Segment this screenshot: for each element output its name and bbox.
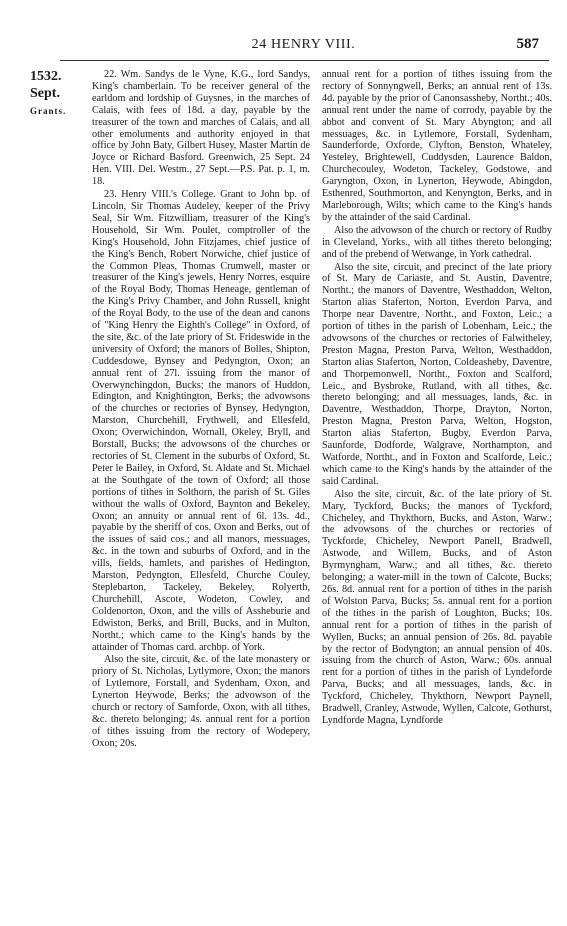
paragraph-rudby: Also the advowson of the church or rectory of Rudby in Cleveland, Yorks., with all tithes thereto belonging; and of the prebend of Wetwange, in York cathedral.	[322, 224, 552, 260]
paragraph-daventre: Also the site, circuit, and precinct of the late priory of St. Mary de Cariaste, and St. Austin, Daventre, Northt.; the manors of Daventre, Westhaddon, Welton, Starton alias Staferton, Norton, Everdon Parva, and Thorpe near Daventre, Northt., and Foxton, Leic.; a portion of tithes in the parish of Lobenham, Leic.; the advowsons of the churches or rectories of Falwitheley, Preston Magna, Preston Parva, Welton, Westhaddon, Starton alias Staferton, Norton, Coldeasheby, Daventre, and Thorpemonwell, Northt., Foxton and Scalford, Leic., and Bysbroke, Rutland, with all tithes, &c. thereto belonging; and all messuages, lands, &c. in Daventre, Westhaddon, Thorpe, Drayton, Norton, Preston Magna, Preston Parva, Welton, Hogston, Starton alias Staferton, Bugby, Everdon Parva, Saunforde, Dodforde, Walgrave, Northampton, and Watforde, Northt., and in Foxton and Scalforde, Leic.; which came to the King's hands by the attainder of the said Cardinal.	[322, 261, 552, 487]
margin-notes	[30, 68, 90, 116]
paragraph-tyckford: Also the site, circuit, &c. of the late priory of St. Mary, Tyckford, Bucks; the manors of Tyckford, Chicheley, and Thykthorn, Bucks, and Aston, Warw.; the advowsons of the churches or rectories of Tyckforde, Chicheley, Newport Panell, Bradwell, Astwode, and Willem, Bucks, and of Aston Byrmyngham, Warw.; and all tithes, &c. thereto belonging; a water-mill in the town of Calcote, Bucks; 26s. 8d. annual rent for a portion of tithes in the parish of Wolston Parva, Bucks; 5s. annual rent for a portion of the tithes in the parish of Loughton, Bucks; 10s. annual rent for a portion of tithes in the parish of Wyllen, Bucks; an annual pension of 26s. 8d. payable by the rector of Bodyngton; an annual pension of 40s. issuing from the church of Aston, Warw.; 60s. annual rent for a portion of tithes in the parish of Lyndeforde Parva, Bucks; and all messuages, lands, &c. in Tyckford, Chicheley, Thykthorn, Newport Paynell, Bradwell, Cranley, Astwode, Wyllen, Calcote, Gothurst, Lyndforde Magna, Lyndforde	[322, 488, 552, 726]
paragraph-entry-22: 22. Wm. Sandys de le Vyne, K.G., lord Sandys, King's chamberlain. To be receiver general of the earldom and lordship of Guysnes, in the marches of Calais, with fees of 18d. a day, payable by the treasurer of the town and marches of Calais, and all other emoluments and authority enjoyed in that office by John Baty, Gilbert Husey, Master Martin de Joyce or Richard Basford. Greenwich, 25 Sept. 24 Hen. VIII. Del. Westm., 27 Sept.—P.S. Pat. p. 1, m. 18.	[92, 69, 310, 188]
left-column	[92, 69, 310, 751]
header-rule	[60, 60, 549, 61]
paragraph-lytlemore: Also the site, circuit, &c. of the late monastery or priory of St. Nicholas, Lytlymore, Oxon; the manors of Lytlemore, Forstall, and Sydenham, Oxon, and Lynerton Heywode, Berks; the advowson of the church or rectory of Samforde, Oxon, with all tithes, &c. thereto belonging; 4s. annual rent for a portion of tithes issuing from the rectory of Wodepery, Oxon; 20s.	[92, 654, 310, 749]
running-header	[60, 36, 547, 58]
paragraph-entry-23: 23. Henry VIII.'s College. Grant to John bp. of Lincoln, Sir Thomas Audeley, keeper of the Privy Seal, Sir Wm. Fitzwilliam, treasurer of the King's Household, Sir Wm. Poulet, comptroller of the King's Household, John Fitzjames, chief justice of the King's Bench, Robert Norwiche, chief justice of the Common Pleas, Thomas Crumwell, master or treasurer of the King's jewels, Henry Norres, esquire of the Royal Body, Thomas Heneage, gentleman of the King's Privy Chamber, and John Russell, knight of the Royal Body, to the use of the dean and canons of "King Henry the Eighth's College" in Oxford, of the site, &c. of the late priory of St. Frideswide in the university of Oxford; the manors of Bolles, Shipton, Cuddesdowe, Bynsey and Pedyngton, Oxon; an annual rent of 27l. issuing from the manor of Overwynchingdon, Bucks; the manors of Huddon, Edington, and Knightington, Berks; the advowsons of the churches or rectories of Bynsey, Hedyngton, Marston, Churchehill, Frythwell, and Ellesfeld, Oxon; Overwichindon, Wornall, Okeley, Bryll, and Borstall, Bucks; the advowsons of the churches or rectories of St. Clement in the suburbs of Oxford, St. Peter le Bailey, in Oxford, St. Aldate and St. Michael at the Southgate of the town of Oxford; all those portions of tithes in Solthorn, the parish of St. Giles without the walls of Oxford, Baynton and Bekeley, Oxon; an annuity or annual rent of 6l. 13s. 4d., payable by the sheriff of cos. Oxon and Berks, out of the issues of said cos.; and all manors, messuages, &c. in the town and suburbs of Oxford, and in the vills, fields, hamlets, and parishes of Hedington, Marston, Pedyngton, Ellesfeld, Churche Couley, Steplebarton, Tackeley, Bekeley, Rolyerth, Churchehill, Ascote, Wodeton, Cowley, and Coldenorton, Oxon, and the vills of Assheburie and Edwiston, Berks, and Brill, Bucks, and in Multon, Northt.; which came to the King's hands by the attainder of Thomas card. archbp. of York.	[92, 189, 310, 653]
margin-section: Grants.	[30, 106, 67, 116]
paragraph-continuation: annual rent for a portion of tithes issuing from the rectory of Sonnyngwell, Berks; an annual rent of 13s. 4d. payable by the prior of Canonsassheby, Northt.; 40s. annual rent under the name of corrody, payable by the abbot and convent of St. Mary Abyngton; and all messuages, &c. in Lytlemore, Forstall, Sydenham, Saunderforde, Oxforde, Clyfton, Benston, Whateley, Yesteley, Brightewell, Cuddysden, Laurence Baldon, Churchecouley, Wodeton, Tackeley, Godstowe, and Garyngton, Oxon, in Lynerton, Heywode, Abingdon, Esthenred, Southmorton, and Kenyngton, Berks, and in Marleborough, Wilts; which came to the King's hands by the attainder of the said Cardinal.	[322, 69, 552, 223]
page-number: 587	[516, 36, 539, 52]
margin-month: Sept.	[30, 86, 60, 101]
right-column	[322, 69, 552, 728]
running-title: 24 HENRY VIII.	[251, 37, 356, 52]
margin-year: 1532.	[30, 69, 62, 84]
